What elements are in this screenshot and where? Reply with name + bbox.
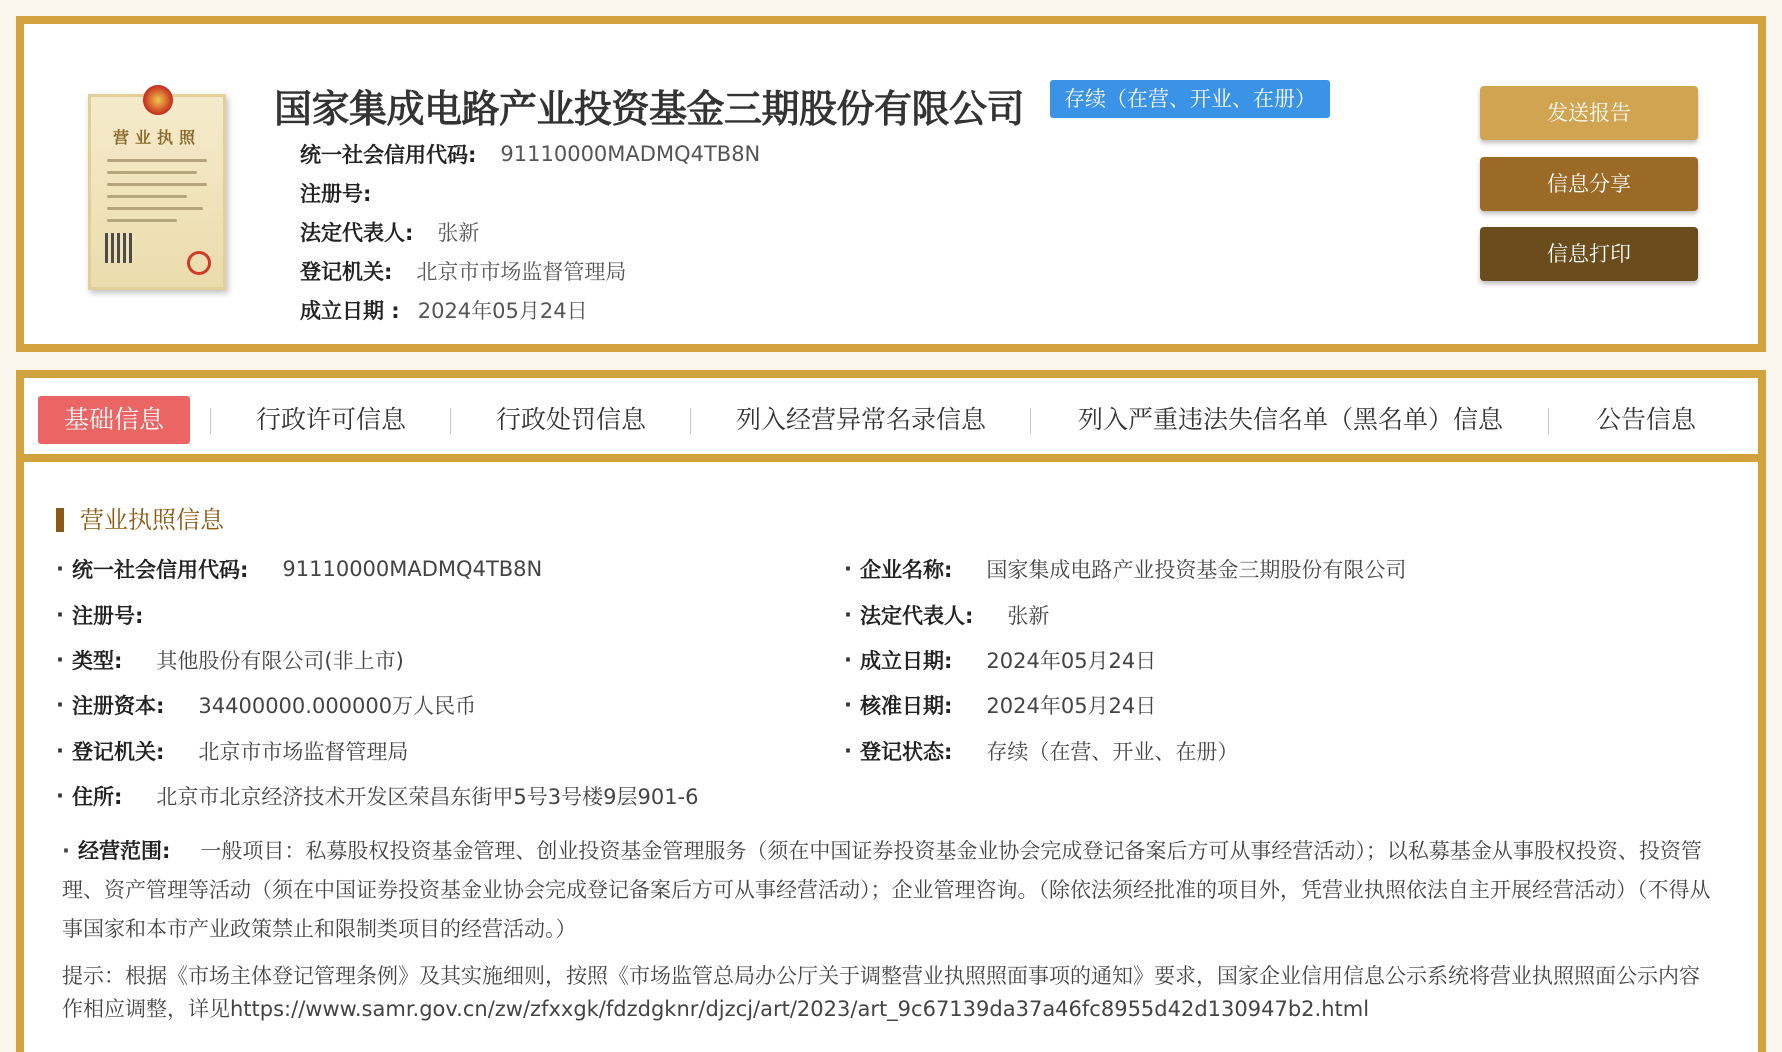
- official-seal-icon: [187, 251, 211, 275]
- tab-basic-info[interactable]: 基础信息: [38, 396, 190, 444]
- tab-blacklist[interactable]: 列入严重违法失信名单（黑名单）信息: [1078, 405, 1504, 434]
- bullet-icon: ·: [56, 739, 64, 763]
- summary-value: 张新: [437, 220, 480, 245]
- license-text-line: [107, 171, 197, 174]
- summary-row-reg-no: [300, 173, 760, 212]
- tab-separator: [1548, 408, 1549, 434]
- business-scope: [62, 832, 1714, 949]
- field-label: 成立日期:: [859, 649, 953, 673]
- share-info-button[interactable]: 信息分享: [1480, 157, 1698, 211]
- notice-text: 提示：根据《市场主体登记管理条例》及其实施细则，按照《市场监管总局办公厅关于调整营业执照照面事项的通知》要求，国家企业信用信息公示系统将营业执照照面公示内容作相应调整，详见https://www.samr.gov.cn/zw/zfxxgk/fdzdgknr/djzcj/art/2023/art_9c67139da37a46fc8955d42d130947b2.html: [62, 964, 1700, 1021]
- field-type: [56, 645, 404, 675]
- field-reg-no: [56, 600, 143, 630]
- field-address: [56, 781, 699, 811]
- tab-admin-license[interactable]: 行政许可信息: [256, 405, 407, 434]
- license-thumbnail-title: 营业执照: [112, 128, 201, 147]
- field-value: 2024年05月24日: [986, 694, 1157, 718]
- summary-info: [300, 134, 760, 329]
- company-header-card: [16, 16, 1766, 352]
- scope-label: 经营范围:: [77, 839, 171, 863]
- bullet-icon: ·: [56, 557, 64, 581]
- summary-label: 法定代表人:: [300, 220, 414, 245]
- bullet-icon: ·: [56, 603, 64, 627]
- field-founded: [844, 645, 1156, 675]
- summary-row-authority: [300, 251, 760, 290]
- bullet-icon: ·: [844, 693, 852, 717]
- summary-value: 北京市市场监督管理局: [416, 259, 627, 284]
- summary-value: 91110000MADMQ4TB8N: [500, 141, 761, 166]
- bullet-icon: ·: [56, 648, 64, 672]
- bullet-icon: ·: [844, 648, 852, 672]
- summary-label: 注册号:: [300, 181, 372, 206]
- tab-separator: [690, 408, 691, 434]
- field-credit-code: [56, 554, 542, 584]
- tab-announcements[interactable]: 公告信息: [1596, 405, 1697, 434]
- summary-label: 统一社会信用代码:: [300, 142, 477, 167]
- field-label: 统一社会信用代码:: [71, 558, 249, 582]
- license-text-line: [107, 219, 177, 222]
- section-title: 营业执照信息: [56, 508, 224, 532]
- company-name-title: 国家集成电路产业投资基金三期股份有限公司: [274, 87, 1025, 131]
- license-text-line: [107, 195, 187, 198]
- summary-row-credit-code: [300, 134, 760, 173]
- tab-bar: [24, 378, 1758, 462]
- details-card: [16, 370, 1766, 1052]
- field-capital: [56, 690, 476, 720]
- field-company-name: [844, 554, 1406, 584]
- field-value: 北京市市场监督管理局: [198, 740, 409, 764]
- tab-admin-penalty[interactable]: 行政处罚信息: [496, 405, 647, 434]
- scope-value: 一般项目：私募股权投资基金管理、创业投资基金管理服务（须在中国证券投资基金业协会完成登记备案后方可从事经营活动）；以私募基金从事股权投资、投资管理、资产管理等活动（须在中国证券投资基金业协会完成登记备案后方可从事经营活动）；企业管理咨询。（除依法须经批准的项目外，凭营业执照依法自主开展经营活动）（不得从事国家和本市产业政策禁止和限制类项目的经营活动。）: [62, 839, 1711, 941]
- field-value: 其他股份有限公司(非上市): [156, 649, 404, 673]
- field-value: 北京市北京经济技术开发区荣昌东街甲5号3号楼9层901-6: [156, 785, 699, 809]
- business-license-thumbnail[interactable]: [88, 94, 226, 290]
- field-label: 注册资本:: [71, 694, 165, 718]
- tab-abnormal-operation[interactable]: 列入经营异常名录信息: [736, 405, 987, 434]
- summary-label: 登记机关:: [300, 259, 393, 284]
- tab-separator: [450, 408, 451, 434]
- field-value: 34400000.000000万人民币: [198, 694, 477, 718]
- field-legal-rep: [844, 600, 1049, 630]
- field-label: 登记状态:: [859, 740, 953, 764]
- field-reg-status: [844, 736, 1238, 766]
- field-value: 存续（在营、开业、在册）: [986, 740, 1239, 764]
- qr-code-icon: [105, 233, 135, 263]
- bullet-icon: ·: [844, 603, 852, 627]
- bullet-icon: ·: [56, 693, 64, 717]
- field-value: 2024年05月24日: [986, 649, 1157, 673]
- field-label: 类型:: [71, 649, 123, 673]
- field-value: 91110000MADMQ4TB8N: [282, 557, 543, 581]
- field-value: 张新: [1007, 604, 1050, 628]
- summary-value: 2024年05月24日: [417, 298, 588, 323]
- license-text-line: [107, 159, 207, 162]
- bullet-icon: ·: [56, 784, 64, 808]
- bullet-icon: ·: [62, 839, 70, 863]
- status-badge: 存续（在营、开业、在册）: [1050, 80, 1330, 118]
- field-value: 国家集成电路产业投资基金三期股份有限公司: [986, 558, 1407, 582]
- license-text-line: [107, 183, 207, 186]
- tab-separator: [1030, 408, 1031, 434]
- field-label: 登记机关:: [71, 740, 165, 764]
- field-label: 企业名称:: [859, 558, 953, 582]
- summary-row-legal-rep: [300, 212, 760, 251]
- field-label: 法定代表人:: [859, 604, 974, 628]
- field-authority: [56, 736, 408, 766]
- field-label: 注册号:: [71, 604, 144, 628]
- print-info-button[interactable]: 信息打印: [1480, 227, 1698, 281]
- summary-row-founded: [300, 290, 760, 329]
- tab-separator: [210, 408, 211, 434]
- bullet-icon: ·: [844, 739, 852, 763]
- summary-label: 成立日期 :: [300, 298, 400, 323]
- bullet-icon: ·: [844, 557, 852, 581]
- license-text-line: [107, 207, 203, 210]
- field-label: 核准日期:: [859, 694, 953, 718]
- field-label: 住所:: [71, 785, 123, 809]
- field-approved: [844, 690, 1156, 720]
- send-report-button[interactable]: 发送报告: [1480, 86, 1698, 140]
- national-emblem-icon: [143, 85, 173, 115]
